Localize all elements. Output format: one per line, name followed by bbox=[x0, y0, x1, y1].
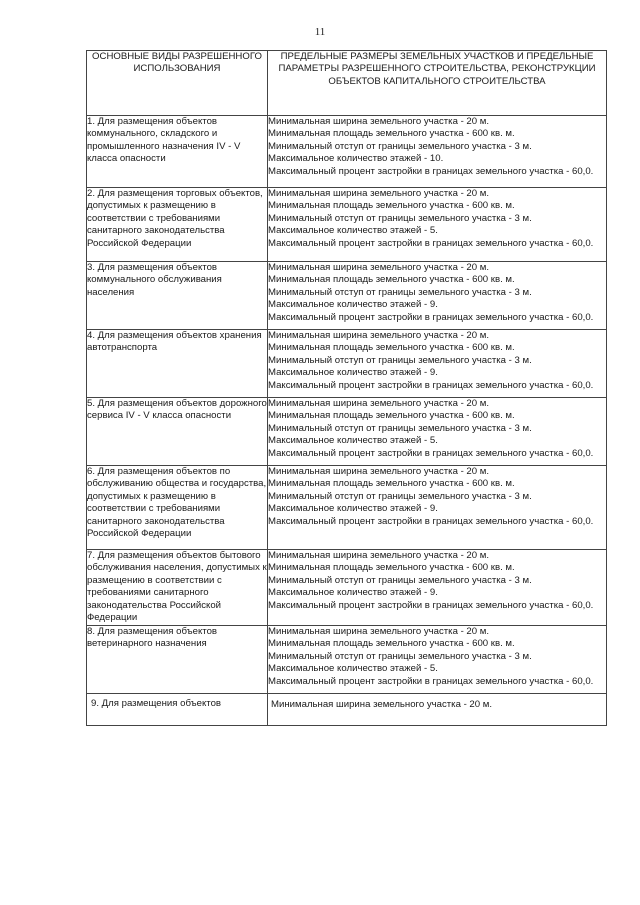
parameter-line: Минимальный отступ от границы земельного участка - 3 м. bbox=[268, 286, 532, 298]
parameters-cell bbox=[268, 188, 607, 262]
parameter-line: Максимальный процент застройки в границах земельного участка - 60,0. bbox=[268, 379, 594, 391]
parameter-line: Максимальное количество этажей - 10. bbox=[268, 153, 444, 165]
parameter-line: Минимальная площадь земельного участка - 600 кв. м. bbox=[268, 128, 515, 140]
parameter-line: Максимальный процент застройки в границах земельного участка - 60,0. bbox=[268, 311, 594, 323]
header-permitted-uses: ОСНОВНЫЕ ВИДЫ РАЗРЕШЕННОГО ИСПОЛЬЗОВАНИЯ bbox=[87, 51, 268, 116]
page-number: 11 bbox=[314, 26, 326, 38]
parameter-line: Минимальная площадь земельного участка - 600 кв. м. bbox=[268, 342, 515, 354]
parameter-line: Минимальная площадь земельного участка - 600 кв. м. bbox=[268, 410, 515, 422]
parameter-line: Максимальный процент застройки в границах земельного участка - 60,0. bbox=[268, 515, 594, 527]
parameter-line: Максимальное количество этажей - 9. bbox=[268, 587, 438, 599]
parameter-line: Минимальная ширина земельного участка - 20 м. bbox=[268, 550, 490, 561]
parameters-cell bbox=[268, 262, 607, 330]
parameter-line: Минимальная ширина земельного участка - 20 м. bbox=[268, 466, 490, 477]
parameter-line: Минимальная площадь земельного участка - 600 кв. м. bbox=[268, 274, 515, 286]
parameter-line: Максимальное количество этажей - 5. bbox=[268, 663, 438, 675]
parameter-line: Минимальная ширина земельного участка - 20 м. bbox=[268, 398, 490, 409]
parameters-cell bbox=[268, 466, 607, 550]
parameter-line: Минимальный отступ от границы земельного участка - 3 м. bbox=[268, 140, 532, 152]
header-limit-parameters: ПРЕДЕЛЬНЫЕ РАЗМЕРЫ ЗЕМЕЛЬНЫХ УЧАСТКОВ И ПРЕДЕЛЬНЫЕ ПАРАМЕТРЫ РАЗРЕШЕННОГО СТРОИТЕЛЬСТВА, РЕКОНСТРУКЦИИ ОБЪЕКТОВ КАПИТАЛЬНОГО СТРОИТЕЛЬСТВА bbox=[268, 51, 607, 116]
parameter-line: Максимальный процент застройки в границах земельного участка - 60,0. bbox=[268, 599, 594, 611]
parameter-line: Максимальное количество этажей - 5. bbox=[268, 435, 438, 447]
table-row bbox=[87, 694, 607, 726]
parameter-line: Минимальная ширина земельного участка - 20 м. bbox=[268, 626, 490, 637]
permitted-use-cell: 1. Для размещения объектов коммунального, складского и промышленного назначения IV - V класса опасности bbox=[87, 116, 268, 188]
parameters-cell bbox=[268, 550, 607, 626]
parameters-cell bbox=[268, 398, 607, 466]
table-row bbox=[87, 188, 607, 262]
parameter-line: Минимальная ширина земельного участка - 20 м. bbox=[268, 262, 490, 273]
table-row bbox=[87, 262, 607, 330]
permitted-use-cell: 2. Для размещения торговых объектов, допустимых к размещению в соответствии с требованиями санитарного законодательства Российской Федерации bbox=[87, 188, 268, 262]
parameter-line: Максимальный процент застройки в границах земельного участка - 60,0. bbox=[268, 237, 594, 249]
parameter-line: Минимальная ширина земельного участка - 20 м. bbox=[268, 330, 490, 341]
parameter-line: Максимальный процент застройки в границах земельного участка - 60,0. bbox=[268, 447, 594, 459]
parameter-line: Минимальная ширина земельного участка - 20 м. bbox=[271, 699, 493, 710]
permitted-use-cell: 7. Для размещения объектов бытового обслуживания населения, допустимых к размещению в соответствии с требованиями санитарного законодательства Российской Федерации bbox=[87, 550, 268, 626]
parameter-line: Максимальное количество этажей - 9. bbox=[268, 503, 438, 515]
parameter-line: Минимальный отступ от границы земельного участка - 3 м. bbox=[268, 490, 532, 502]
permitted-use-cell: 6. Для размещения объектов по обслуживанию общества и государства, допустимых к размещению в соответствии с требованиями санитарного законодательства Российской Федерации bbox=[87, 466, 268, 550]
parameter-line: Минимальная площадь земельного участка - 600 кв. м. bbox=[268, 200, 515, 212]
table-row bbox=[87, 626, 607, 694]
parameter-line: Максимальный процент застройки в границах земельного участка - 60,0. bbox=[268, 165, 594, 177]
parameter-line: Минимальная площадь земельного участка - 600 кв. м. bbox=[268, 638, 515, 650]
parameter-line: Минимальная площадь земельного участка - 600 кв. м. bbox=[268, 478, 515, 490]
table-row bbox=[87, 466, 607, 550]
table-header-row bbox=[87, 51, 607, 116]
permitted-use-cell: 8. Для размещения объектов ветеринарного назначения bbox=[87, 626, 268, 694]
parameters-cell bbox=[268, 330, 607, 398]
table-body bbox=[87, 116, 607, 726]
permitted-use-cell: 3. Для размещения объектов коммунального обслуживания населения bbox=[87, 262, 268, 330]
parameter-line: Максимальное количество этажей - 9. bbox=[268, 299, 438, 311]
parameters-cell bbox=[268, 626, 607, 694]
table-row bbox=[87, 550, 607, 626]
table-row bbox=[87, 398, 607, 466]
table-row bbox=[87, 330, 607, 398]
permitted-use-cell: 9. Для размещения объектов bbox=[87, 694, 268, 726]
parameter-line: Максимальное количество этажей - 5. bbox=[268, 225, 438, 237]
parameter-line: Максимальное количество этажей - 9. bbox=[268, 367, 438, 379]
table-row bbox=[87, 116, 607, 188]
permitted-use-cell: 4. Для размещения объектов хранения автотранспорта bbox=[87, 330, 268, 398]
parameter-line: Минимальная ширина земельного участка - 20 м. bbox=[268, 188, 490, 199]
parameter-line: Минимальная ширина земельного участка - 20 м. bbox=[268, 116, 490, 127]
parameter-line: Минимальный отступ от границы земельного участка - 3 м. bbox=[268, 212, 532, 224]
land-use-table bbox=[86, 50, 607, 726]
parameter-line: Минимальный отступ от границы земельного участка - 3 м. bbox=[268, 354, 532, 366]
parameter-line: Минимальный отступ от границы земельного участка - 3 м. bbox=[268, 650, 532, 662]
parameter-line: Минимальный отступ от границы земельного участка - 3 м. bbox=[268, 422, 532, 434]
parameter-line: Минимальная площадь земельного участка - 600 кв. м. bbox=[268, 562, 515, 574]
parameter-line: Максимальный процент застройки в границах земельного участка - 60,0. bbox=[268, 675, 594, 687]
parameters-cell bbox=[268, 116, 607, 188]
parameter-line: Минимальный отступ от границы земельного участка - 3 м. bbox=[268, 574, 532, 586]
parameters-cell bbox=[268, 694, 607, 726]
permitted-use-cell: 5. Для размещения объектов дорожного сервиса IV - V класса опасности bbox=[87, 398, 268, 466]
